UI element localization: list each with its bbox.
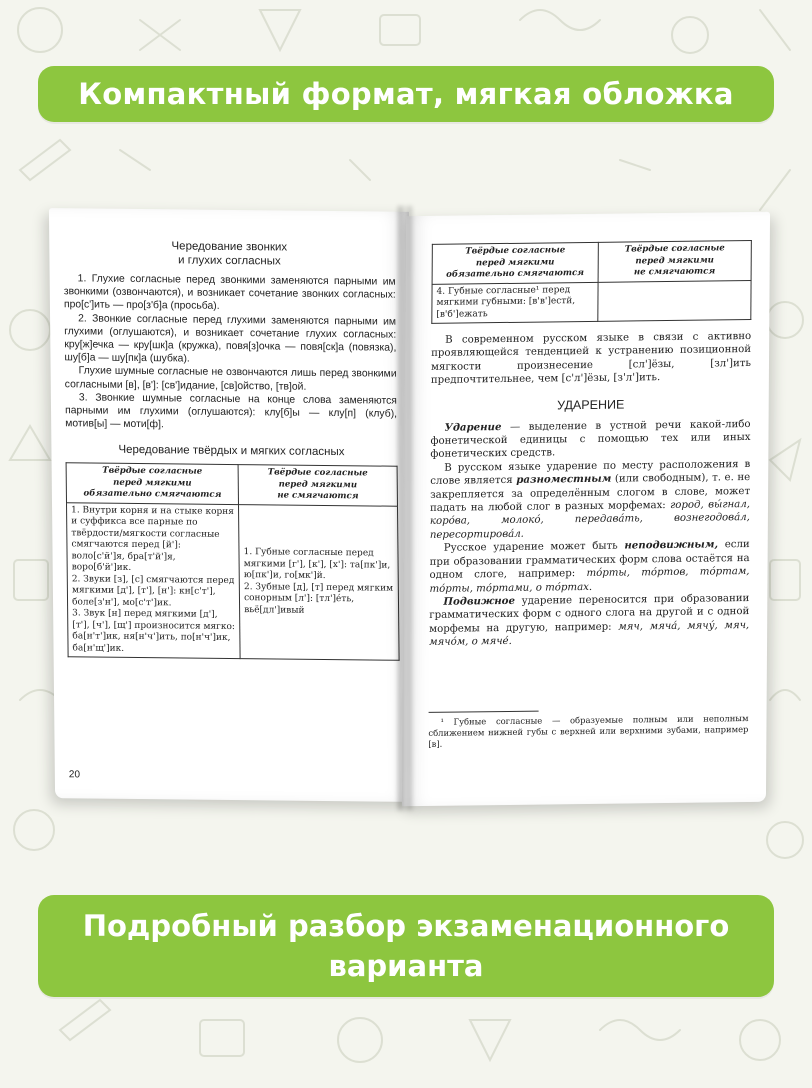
left-page	[49, 208, 415, 802]
table-header-row	[432, 240, 751, 283]
open-book	[52, 200, 768, 820]
header-line: перед мягкими	[113, 477, 192, 489]
header-line: перед мягкими	[475, 256, 555, 268]
header-line: обязательно смягчаются	[83, 488, 222, 501]
cell-text: 3. Звук [н] перед мягкими [д'], [т'], [ч'], [щ'] произносится мягко: ба[н'т']ик, ня[н'ч']ить, по[н'ч']ик, ба[н'щ']ик.	[72, 608, 236, 654]
paragraph-fixed	[429, 538, 749, 596]
cell-text: 1. Губные согласные перед мягкими [г'], [к'], [х']: та[пк']и, ю[пк']и, го[мк']й.	[243, 547, 391, 582]
section-title-softness: Чередование твёрдых и мягких согласных	[118, 444, 345, 459]
bottom-banner-line: варианта	[328, 949, 484, 983]
header-line: не смягчаются	[633, 266, 716, 278]
text: если при образовании грамматических форм слова остаётся на одном слоге, например:	[429, 539, 750, 582]
table-header-row	[66, 463, 397, 506]
text: ударение переносится при образовании грамматических форм с одного слога на другой и с одной морфемы на другую, например:	[429, 592, 750, 635]
table-cell	[598, 280, 751, 321]
footnote-divider	[429, 710, 539, 712]
paragraph-mobile	[430, 458, 751, 542]
paragraph: 2. Звонкие согласные перед глухими заменяются парными им глухими (оглушаются), и возникает сочетание глухих согласных: кру[ж]ечка — кру[шк]а (кружка), повя[з]очка — повя[ск]а (повязка), шу[б]а — шу[пк]а (шубка).	[64, 312, 397, 365]
section-title-voicing	[63, 238, 395, 269]
right-page	[402, 212, 770, 807]
table-header-cell	[432, 242, 598, 284]
term: Подвижное	[443, 594, 516, 608]
paragraph: 1. Глухие согласные перед звонкими заменяются парными им звонкими (озвончаются), и возникает сочетание звонких согласных: про[с']ить — про[з'б]а (просьба).	[63, 273, 396, 313]
header-line: Твёрдые согласные	[465, 245, 566, 257]
cell-text: 2. Зубные [д], [т] перед мягким сонорным [л']: [тл']е́ть, вьё[дл']ивый	[243, 581, 394, 616]
examples: город, вы́гнал, коро́ва, молоко́, передава́ть, вознегодова́л, пересортирова́л.	[429, 499, 751, 541]
top-banner-text: Компактный формат, мягкая обложка	[78, 77, 734, 111]
paragraph-movable	[429, 592, 749, 650]
bottom-banner	[38, 895, 774, 997]
paragraph: Глухие шумные согласные не озвончаются лишь перед звонкими согласными [в], [в']: [св']идание, [св]ойство, [тв]ой.	[64, 365, 397, 393]
header-line: Твёрдые согласные	[267, 467, 368, 479]
book-spine	[398, 206, 412, 810]
table-row	[432, 280, 751, 323]
header-line: не смягчаются	[277, 490, 359, 502]
top-banner	[38, 66, 774, 122]
table-cell	[239, 505, 399, 661]
examples: то́рты, то́ртов, то́ртам, то́рты, то́ртами, о то́ртах.	[429, 566, 750, 595]
footnote: ¹ Губные согласные — образуемые полным или неполным сближением нижней губы с верхней или верхними зубами, например [в].	[428, 712, 749, 749]
paragraph: 3. Звонкие шумные согласные на конце слова заменяются парными им глухими (оглушаются): клу[б]ы — клу[п] (клуб), мотив[ы] — моти[ф].	[64, 392, 398, 431]
cell-text: 1. Внутри корня и на стыке корня и суффикса все парные по твёрдости/мягкости согласные смягчаются перед [й']: воло[с'й']я, бра[т'й']я, воро[б'й']ик.	[71, 505, 234, 574]
page-number: 20	[68, 769, 81, 781]
title-line: и глухих согласных	[178, 254, 281, 268]
table-header-cell	[598, 240, 751, 281]
header-line: перед мягкими	[278, 479, 358, 491]
title-line: Чередование звонких	[171, 240, 288, 254]
header-line: обязательно смягчаются	[446, 268, 585, 280]
text: Русское ударение может быть	[443, 540, 625, 555]
text: В русском языке ударение по месту расположения в слове является	[430, 458, 751, 488]
header-line: Твёрдые согласные	[102, 466, 203, 478]
bottom-banner-line: Подробный разбор экзаменационного	[82, 909, 730, 943]
term: Ударение	[444, 420, 502, 434]
table-cell: 4. Губные согласные¹ перед мягкими губными: [в'в']естй, [в'б']ежать	[432, 282, 598, 324]
term: разноместным	[516, 472, 612, 487]
table-cell	[67, 503, 241, 659]
softness-table-continued	[431, 240, 752, 324]
table-header-cell	[66, 463, 239, 504]
paragraph-definition	[430, 418, 750, 462]
header-line: Твёрдые согласные	[624, 243, 725, 255]
cell-text: 2. Звуки [з], [с] смягчаются перед мягкими [д'], [т'], [н']: кн[с'т'], боле[з'н'], мо[с'т']ик.	[71, 574, 235, 609]
text: — выделение в устной речи какой-либо фонетической единицы с помощью тех или иных фонетических средств.	[430, 418, 751, 461]
table-row	[67, 503, 400, 661]
header-line: перед мягкими	[635, 254, 714, 266]
heading-stress: УДАРЕНИЕ	[557, 397, 625, 412]
text: (или свободным), т. е. не закрепляется за определённым слогом в слове, может падать на любой слог в разных морфемах:	[429, 472, 751, 514]
paragraph: В современном русском языке в связи с активно проявляющейся тенденцией к устранению позиционной мягкости произнесение [сл']ёзы, [зл']ить предпочтительнее, чем [с'л']ёзы, [з'л']ить.	[430, 330, 752, 387]
table-header-cell	[238, 465, 397, 506]
softness-table	[66, 463, 400, 662]
term: неподвижным,	[624, 538, 719, 552]
examples: мяч, мяча́, мячу́, мяч, мячо́м, о мяче́.	[429, 619, 750, 649]
